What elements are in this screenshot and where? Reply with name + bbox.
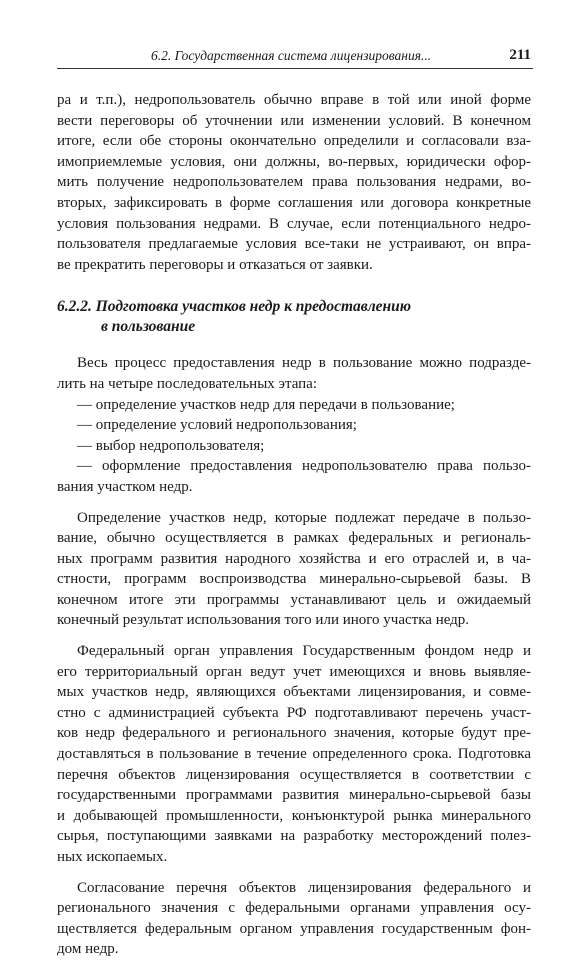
running-head — [57, 46, 533, 69]
text-line: дом недр. — [57, 941, 119, 958]
section-heading — [57, 297, 531, 337]
text-line: ве прекратить переговоры и отказаться от заявки. — [57, 256, 373, 273]
text-line: ных программ развития народного хозяйства и его отраслей и, в ча- — [57, 550, 531, 567]
text-line: ществляется федеральным органом управления государственным фон- — [57, 920, 531, 937]
text-line: сырья, поступающими заявками на разработку месторождений полез- — [57, 828, 531, 845]
paragraph-federal-body — [57, 641, 531, 868]
text-line: Федеральный орган управления Государственным фондом недр и — [77, 643, 531, 660]
text-line: Определение участков недр, которые подлежат передаче в пользо- — [77, 509, 531, 526]
running-head-title: 6.2. Государственная система лицензирования... — [151, 48, 432, 63]
text-line: конечный результат использования того или иного участка недр. — [57, 612, 470, 629]
section-heading-line2: в пользование — [101, 318, 196, 336]
paragraph-continuation — [57, 90, 531, 275]
text-line: лить на четыре последовательных этапа: — [57, 375, 318, 392]
text-line: условия пользования недрами. В случае, если потенциального недро- — [57, 215, 531, 232]
text-line: ных ископаемых. — [57, 849, 168, 865]
text-line: мых участков недр, являющихся объектами лицензирования, и совме- — [57, 684, 531, 701]
page-number: 211 — [509, 47, 531, 63]
text-line: регионального значения с федеральными органами управления осу- — [57, 900, 531, 917]
text-line: Весь процесс предоставления недр в пользование можно подразде- — [77, 355, 531, 372]
text-line: конечном итоге эти программы устанавливают цель и ожидаемый — [57, 591, 531, 608]
list-item: — определение участков недр для передачи в пользование; — [77, 396, 455, 413]
text-line: и добывающей промышленности, конъюнктурой рынка минерального — [57, 807, 531, 824]
text-line: государственными программами развития минерально-сырьевой базы — [57, 787, 531, 804]
text-line: вания участком недр. — [57, 478, 193, 495]
text-line: пользователя предлагаемые условия все-таки не устраивают, он впра- — [57, 236, 531, 253]
paragraph-definition — [57, 508, 531, 632]
text-line: его территориальный орган ведут учет имеющихся и вновь выявляе- — [57, 663, 531, 680]
text-line: стно с администрацией субъекта РФ подготавливают перечень участ- — [57, 704, 531, 721]
text-line: Согласование перечня объектов лицензирования федерального и — [77, 879, 531, 896]
text-line: вести переговоры об уточнении или изменении условий. В конечном — [57, 112, 531, 129]
page-body — [57, 90, 531, 960]
text-line: доставляться в пользование в течение определенного срока. Подготовка — [57, 746, 531, 763]
paragraph-stages — [57, 353, 531, 497]
list-item: — определение условий недропользования; — [77, 417, 357, 434]
list-item: — выбор недропользователя; — [77, 437, 265, 454]
section-heading-line1: 6.2.2. Подготовка участков недр к предоставлению — [57, 298, 412, 316]
text-line: ра и т.п.), недропользователь обычно вправе в той или иной форме — [57, 92, 531, 108]
list-item: — оформление предоставления недропользователю права пользо- — [77, 458, 531, 475]
paragraph-agreement — [57, 878, 531, 960]
text-line: мить получение недропользователем права пользования недрами, во- — [57, 174, 531, 191]
text-line: вторых, зафиксировать в форме соглашения или договора конкретные — [57, 194, 531, 211]
text-line: ков недр федерального и регионального значения, которые будут пре- — [57, 725, 531, 742]
text-line: вание, обычно осуществляется в рамках федеральных и региональ- — [57, 530, 531, 547]
text-line: перечня объектов лицензирования осуществляется в соответствии с — [57, 766, 531, 783]
text-line: имоприемлемые условия, они должны, во-первых, юридически офор- — [57, 153, 531, 170]
text-line: стности, программ воспроизводства минерально-сырьевой базы. В — [57, 571, 531, 588]
text-line: итоге, если обе стороны окончательно определили и согласовали вза- — [57, 133, 531, 150]
